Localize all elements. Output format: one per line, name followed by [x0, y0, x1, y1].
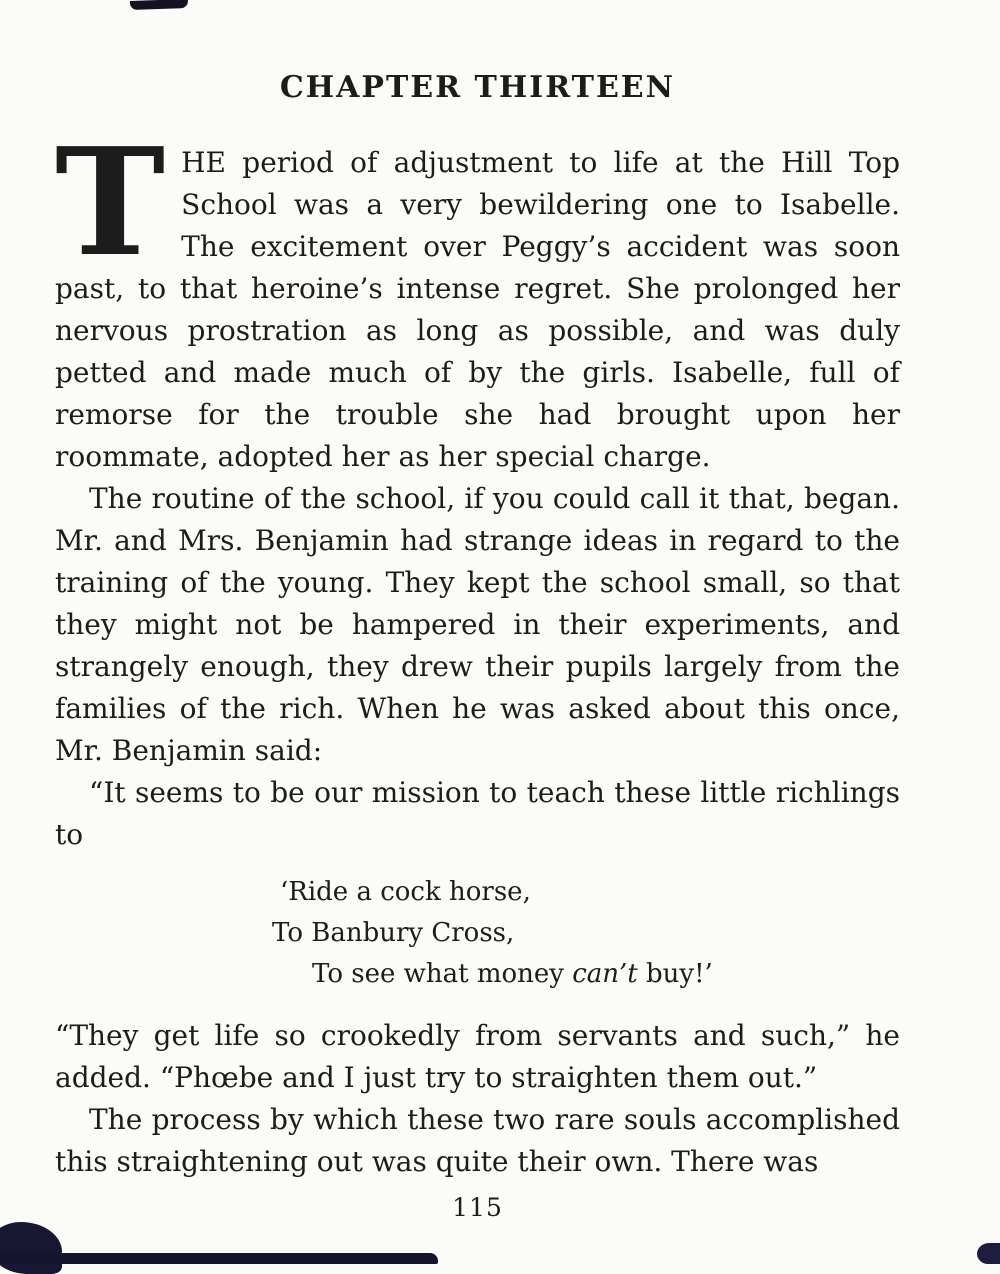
book-page	[55, 70, 900, 1222]
scan-artifact-bottom-right	[977, 1243, 1000, 1264]
paragraph-text: HE period of adjustment to life at the Hill Top School was a very bewildering one to Isabelle. The excitement over Peggy’s accident was soon past, to that heroine’s intense regret. She prolonged her nervous prostration as long as possible, and was duly petted and made much of by the girls. Isabelle, full of remorse for the trouble she had brought upon her roommate, adopted her as her special charge.	[55, 146, 900, 473]
verse-line	[312, 954, 900, 995]
paragraph: “It seems to be our mission to teach these little richlings to	[55, 776, 900, 851]
verse-line: To Banbury Cross,	[272, 918, 515, 948]
verse-line: ‘Ride a cock horse,	[280, 877, 531, 907]
verse-line-text: To see what money	[312, 959, 573, 989]
verse-line-emphasis: can’t	[572, 959, 638, 989]
scan-artifact-bottom-left	[0, 1222, 62, 1274]
page-number: 115	[452, 1193, 503, 1222]
scan-artifact-top	[130, 0, 188, 10]
paragraph: The routine of the school, if you could call it that, began. Mr. and Mrs. Benjamin had strange ideas in regard to the training of the young. They kept the school small, so that they might not be hampered in their experiments, and strangely enough, they drew their pupils largely from the families of the rich. When he was asked about this once, Mr. Benjamin said:	[55, 482, 900, 767]
scan-artifact-bottom-band	[0, 1253, 438, 1264]
chapter-title: CHAPTER THIRTEEN	[279, 70, 676, 105]
drop-cap-letter: T	[55, 115, 166, 289]
paragraph: “They get life so crookedly from servants and such,” he added. “Phœbe and I just try to straighten them out.”	[55, 1019, 900, 1094]
verse-line-text: buy!’	[637, 959, 713, 989]
paragraph-opening	[55, 115, 900, 478]
verse-block	[272, 872, 900, 995]
paragraph: The process by which these two rare souls accomplished this straightening out was quite their own. There was	[55, 1103, 900, 1178]
